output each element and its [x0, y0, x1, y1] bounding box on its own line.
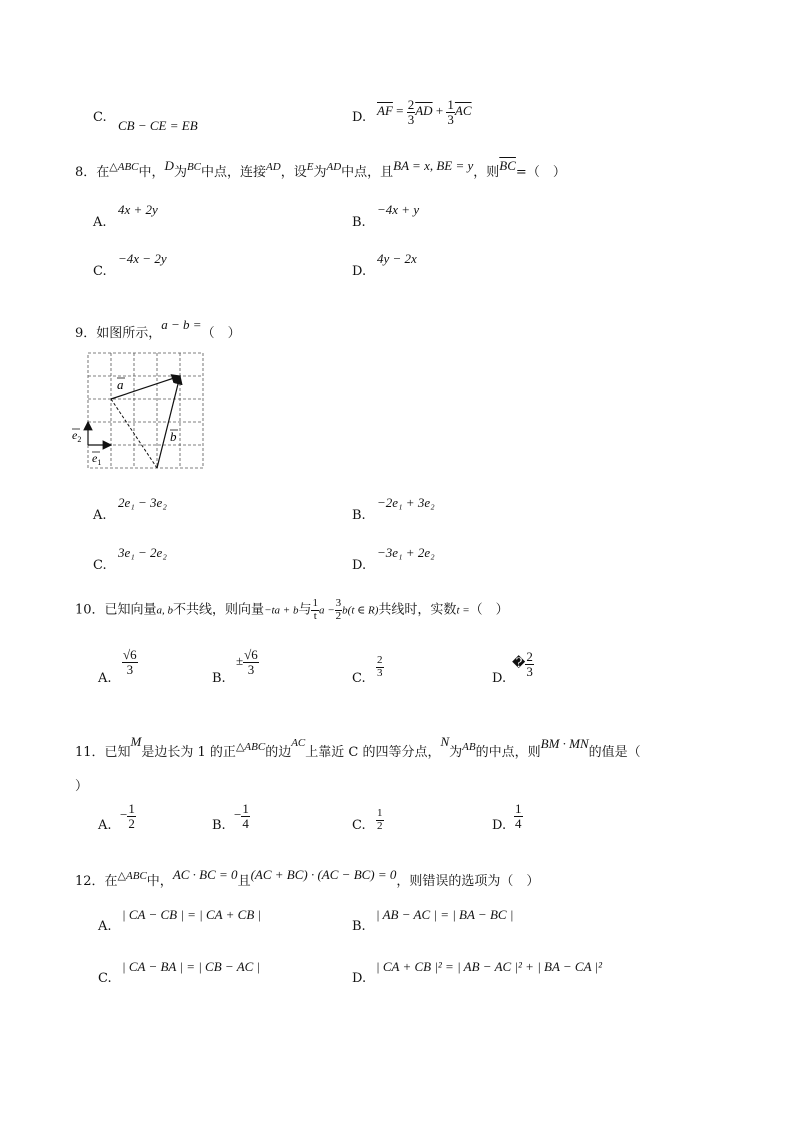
q8-option-b-label: B. — [352, 215, 366, 230]
vector-ac: $\overline{AC}$ — [454, 103, 472, 119]
plus-sign: + — [435, 103, 444, 119]
q7-option-d-label: D. — [352, 110, 367, 125]
q8-option-c-label: C. — [93, 264, 107, 279]
q8-option-c-expr: −4x − 2y — [118, 251, 167, 266]
equals-sign: = — [396, 103, 404, 119]
q11-closing-paren: ） — [75, 779, 89, 794]
q8-option-d-label: D. — [352, 264, 367, 279]
q10-option-a-label: A. — [98, 671, 112, 686]
q12-stem: 12．在$^{\triangle ABC}$中，AC · BC = 0且(AC + BC) · (AC − BC) = 0，则错误的选项为（ ） — [75, 867, 540, 889]
q12-option-d-expr: | CA + CB |² = | AB − AC |² + | BA − CA |² — [376, 959, 603, 974]
q9-stem: 9．如图所示，a − b =（ ） — [75, 317, 241, 341]
q10-option-d-expr: � $\frac{2}{3}$ — [512, 649, 533, 679]
q11-option-a-label: A. — [98, 818, 112, 833]
q11-option-c-expr: $\frac{1}{2}$ — [377, 807, 383, 832]
q8-option-a-label: A. — [93, 215, 107, 230]
label-b: b — [170, 429, 177, 444]
q9-vector-grid-figure — [70, 345, 220, 475]
q11-option-d-expr: $\frac{1}{4}$ — [515, 801, 522, 831]
q11-option-b-label: B. — [212, 818, 226, 833]
label-e1: $e_1$ — [92, 451, 102, 467]
fraction-two-thirds: $\frac{2}{3}$ — [407, 97, 415, 127]
q9-option-b-label: B. — [352, 508, 366, 523]
q9-option-b-expr: −2e₁ + 3e₂ — [377, 495, 435, 510]
label-a: a — [117, 377, 124, 392]
q9-option-d-expr: −3e₁ + 2e₂ — [377, 545, 435, 560]
q10-option-d-label: D. — [492, 671, 507, 686]
q10-option-c-expr: $\frac{2}{3}$ — [377, 654, 383, 679]
q12-option-a-label: A. — [98, 919, 112, 934]
q10-option-a-expr: $\frac{√6}{3}$ — [123, 647, 137, 677]
q8-option-a-expr: 4x + 2y — [118, 202, 158, 217]
label-e2: $e_2$ — [72, 428, 82, 444]
q7-option-d-expr — [377, 98, 472, 126]
fraction-one-third: $\frac{1}{3}$ — [447, 97, 454, 127]
q10-option-c-label: C. — [352, 671, 366, 686]
q8-stem: 8．在$^{\triangle ABC}$中，D为$^{BC}$中点，连接$^{AD}$，设$^E$为$^{AD}$中点，且BA = x, BE = y，则$\overline{BC}=$（ ） — [75, 158, 566, 180]
q12-option-c-label: C. — [98, 971, 112, 986]
q8-option-b-expr: −4x + y — [377, 202, 420, 217]
vector-af: $\overline{AF}$ — [377, 103, 393, 119]
q9-option-c-expr: 3e₁ − 2e₂ — [118, 545, 167, 560]
q7-option-c-expr: CB − CE = EB — [118, 118, 198, 133]
q11-option-b-expr: − $\frac{1}{4}$ — [234, 801, 249, 831]
q10-option-b-label: B. — [212, 671, 226, 686]
q11-option-c-label: C. — [352, 818, 366, 833]
q11-option-a-expr: − $\frac{1}{2}$ — [120, 801, 135, 831]
q10-stem: 10．已知向量a, b不共线，则向量−ta + b与 $\frac{1}{t}$ a − $\frac{3}{2}$ b(t ∈ R)共线时，实数t =（ ） — [75, 597, 509, 622]
q10-option-b-expr: ± $\frac{√6}{3}$ — [236, 647, 258, 677]
q11-stem: 11．已知M是边长为 1 的正$^{\triangle ABC}$的边$^{AC}$上靠近 C 的四等分点，N为$^{AB}$的中点，则BM · MN的值是（ — [75, 734, 641, 760]
q8-option-d-expr: 4y − 2x — [377, 251, 417, 266]
q9-option-c-label: C. — [93, 558, 107, 573]
q9-option-d-label: D. — [352, 558, 367, 573]
q12-option-d-label: D. — [352, 971, 367, 986]
vector-ad: $\overline{AD}$ — [415, 103, 433, 119]
q9-option-a-expr: 2e₁ − 3e₂ — [118, 495, 167, 510]
q12-option-a-expr: | CA − CB | = | CA + CB | — [122, 907, 262, 922]
q7-option-c-label: C. — [93, 110, 107, 125]
q12-option-b-expr: | AB − AC | = | BA − BC | — [376, 907, 514, 922]
q12-option-b-label: B. — [352, 919, 366, 934]
q9-option-a-label: A. — [93, 508, 107, 523]
q12-option-c-expr: | CA − BA | = | CB − AC | — [122, 959, 261, 974]
q11-option-d-label: D. — [492, 818, 507, 833]
